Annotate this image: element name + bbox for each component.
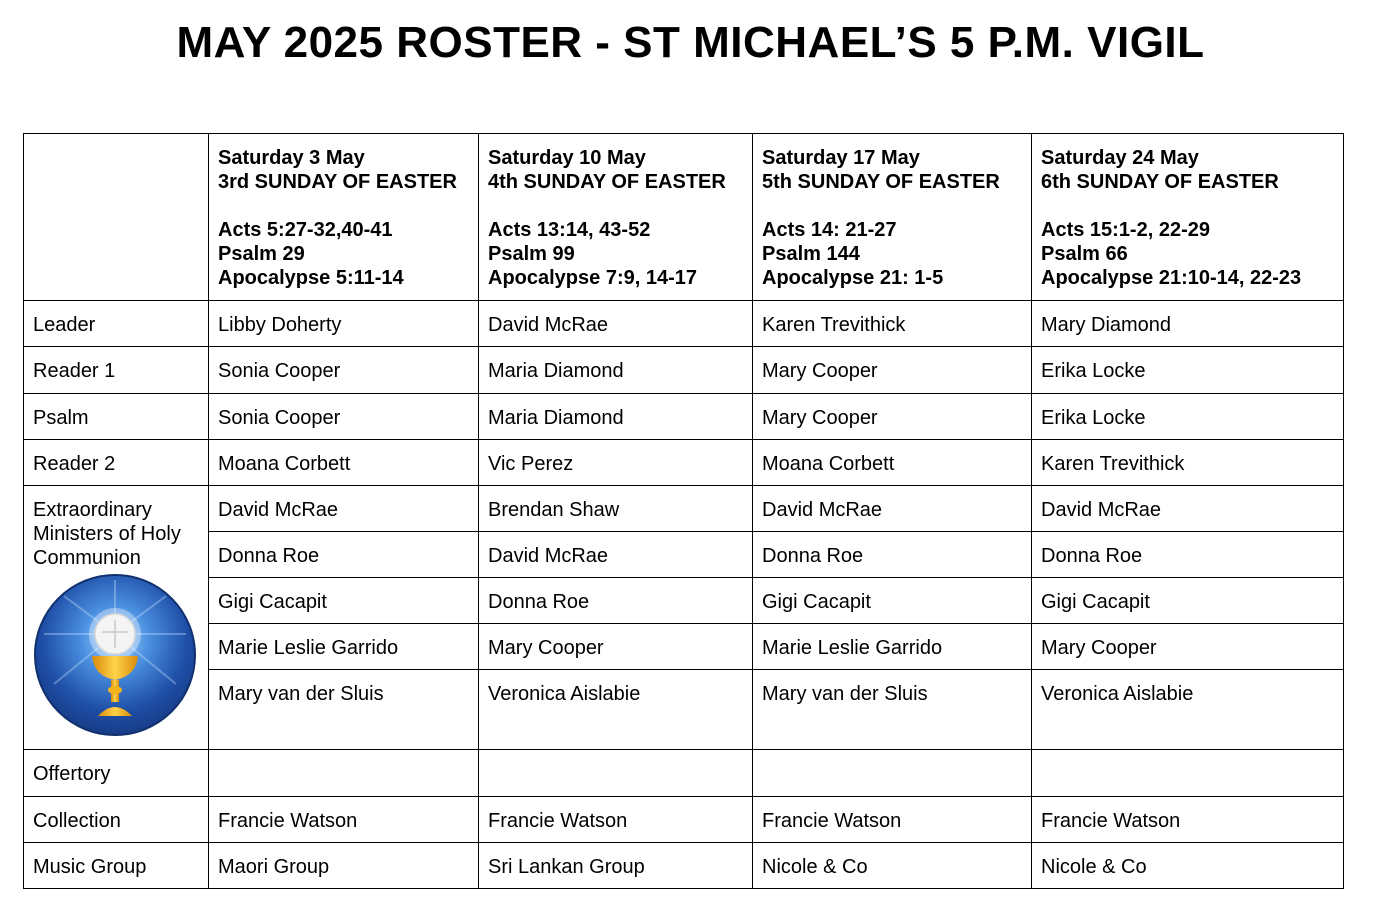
- roster-cell: Mary Cooper: [479, 624, 753, 670]
- roster-cell: Marie Leslie Garrido: [209, 624, 479, 670]
- role-label: Reader 1: [24, 347, 209, 394]
- roster-cell: Mary Cooper: [753, 347, 1032, 394]
- roster-cell: David McRae: [479, 532, 753, 578]
- header-cell-week1: [209, 134, 479, 301]
- roster-cell: Mary Cooper: [753, 394, 1032, 440]
- header-corner-cell: [24, 134, 209, 301]
- roster-table: [23, 133, 1344, 889]
- roster-cell: [479, 750, 753, 797]
- role-label-emhc: [24, 486, 209, 750]
- roster-cell: Maria Diamond: [479, 394, 753, 440]
- reading1-label: Acts 5:27-32,40-41: [218, 219, 393, 241]
- reading2-label: Apocalypse 21:10-14, 22-23: [1041, 267, 1302, 289]
- sunday-label: 3rd SUNDAY OF EASTER: [218, 171, 457, 193]
- role-label: Leader: [24, 301, 209, 347]
- header-row: [24, 134, 1344, 301]
- roster-cell: Mary Diamond: [1032, 301, 1344, 347]
- roster-cell: David McRae: [753, 486, 1032, 532]
- roster-cell: Veronica Aislabie: [1032, 670, 1344, 750]
- role-label: Collection: [24, 797, 209, 843]
- role-label: Extraordinary Ministers of Holy Communion: [33, 499, 181, 569]
- roster-cell: Mary Cooper: [1032, 624, 1344, 670]
- roster-cell: Vic Perez: [479, 440, 753, 486]
- roster-cell: Gigi Cacapit: [209, 578, 479, 624]
- roster-cell: Veronica Aislabie: [479, 670, 753, 750]
- roster-cell: Moana Corbett: [209, 440, 479, 486]
- roster-cell: Moana Corbett: [753, 440, 1032, 486]
- roster-cell: Marie Leslie Garrido: [753, 624, 1032, 670]
- roster-cell: Donna Roe: [1032, 532, 1344, 578]
- roster-cell: Sri Lankan Group: [479, 843, 753, 889]
- roster-cell: Sonia Cooper: [209, 347, 479, 394]
- header-cell-week2: [479, 134, 753, 301]
- header-cell-week4: [1032, 134, 1344, 301]
- roster-cell: Nicole & Co: [1032, 843, 1344, 889]
- header-cell-week3: [753, 134, 1032, 301]
- roster-cell: [209, 750, 479, 797]
- roster-cell: David McRae: [1032, 486, 1344, 532]
- date-label: Saturday 10 May: [488, 147, 646, 169]
- roster-cell: Karen Trevithick: [753, 301, 1032, 347]
- date-label: Saturday 17 May: [762, 147, 920, 169]
- sunday-label: 5th SUNDAY OF EASTER: [762, 171, 1000, 193]
- row-reader-2: [24, 440, 1344, 486]
- roster-cell: Gigi Cacapit: [1032, 578, 1344, 624]
- reading2-label: Apocalypse 21: 1-5: [762, 267, 944, 289]
- date-label: Saturday 3 May: [218, 147, 365, 169]
- roster-cell: Donna Roe: [753, 532, 1032, 578]
- reading2-label: Apocalypse 7:9, 14-17: [488, 267, 697, 289]
- roster-cell: Maori Group: [209, 843, 479, 889]
- roster-cell: Nicole & Co: [753, 843, 1032, 889]
- row-psalm: [24, 394, 1344, 440]
- roster-cell: Mary van der Sluis: [753, 670, 1032, 750]
- row-offertory: [24, 750, 1344, 797]
- roster-cell: Francie Watson: [479, 797, 753, 843]
- roster-cell: Francie Watson: [209, 797, 479, 843]
- psalm-label: Psalm 99: [488, 243, 575, 265]
- roster-cell: Maria Diamond: [479, 347, 753, 394]
- psalm-label: Psalm 144: [762, 243, 860, 265]
- role-label: Reader 2: [24, 440, 209, 486]
- roster-cell: Francie Watson: [753, 797, 1032, 843]
- reading2-label: Apocalypse 5:11-14: [218, 267, 404, 289]
- row-emhc-2: [24, 532, 1344, 578]
- row-emhc-5: [24, 670, 1344, 750]
- date-label: Saturday 24 May: [1041, 147, 1199, 169]
- roster-cell: Francie Watson: [1032, 797, 1344, 843]
- roster-cell: Gigi Cacapit: [753, 578, 1032, 624]
- row-reader-1: [24, 347, 1344, 394]
- roster-cell: Donna Roe: [479, 578, 753, 624]
- host-chalice-icon: [34, 574, 196, 736]
- reading1-label: Acts 13:14, 43-52: [488, 219, 651, 241]
- roster-cell: Mary van der Sluis: [209, 670, 479, 750]
- row-emhc-3: [24, 578, 1344, 624]
- row-music-group: [24, 843, 1344, 889]
- reading1-label: Acts 15:1-2, 22-29: [1041, 219, 1210, 241]
- row-collection: [24, 797, 1344, 843]
- roster-cell: Sonia Cooper: [209, 394, 479, 440]
- row-emhc-1: [24, 486, 1344, 532]
- psalm-label: Psalm 66: [1041, 243, 1128, 265]
- roster-cell: [1032, 750, 1344, 797]
- roster-cell: Erika Locke: [1032, 347, 1344, 394]
- roster-cell: Libby Doherty: [209, 301, 479, 347]
- psalm-label: Psalm 29: [218, 243, 305, 265]
- row-emhc-4: [24, 624, 1344, 670]
- page-title: MAY 2025 ROSTER - ST MICHAEL’S 5 P.M. VIGIL: [176, 18, 1205, 67]
- roster-cell: Brendan Shaw: [479, 486, 753, 532]
- roster-cell: David McRae: [479, 301, 753, 347]
- roster-cell: David McRae: [209, 486, 479, 532]
- reading1-label: Acts 14: 21-27: [762, 219, 897, 241]
- row-leader: [24, 301, 1344, 347]
- sunday-label: 6th SUNDAY OF EASTER: [1041, 171, 1279, 193]
- role-label: Offertory: [24, 750, 209, 797]
- sunday-label: 4th SUNDAY OF EASTER: [488, 171, 726, 193]
- role-label: Psalm: [24, 394, 209, 440]
- roster-cell: Erika Locke: [1032, 394, 1344, 440]
- roster-cell: [753, 750, 1032, 797]
- roster-cell: Karen Trevithick: [1032, 440, 1344, 486]
- roster-cell: Donna Roe: [209, 532, 479, 578]
- role-label: Music Group: [24, 843, 209, 889]
